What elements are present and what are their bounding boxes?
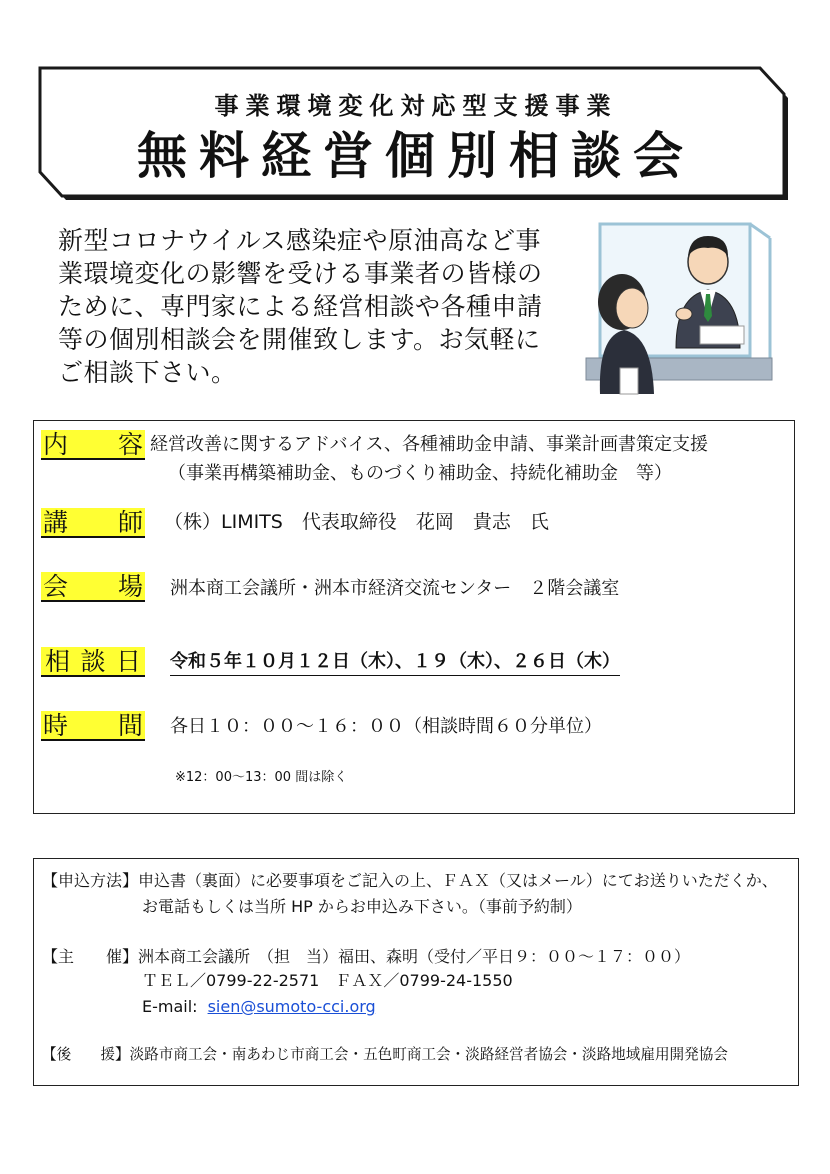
label-char: 場 [117, 572, 143, 601]
label-char: 師 [117, 508, 143, 537]
dates-value: 令和５年１０月１２日（木）、１９（木）、２６日（木） [170, 649, 620, 676]
intro-line: ために、専門家による経営相談や各種申請 [58, 292, 543, 321]
event-subtitle: 事業環境変化対応型支援事業 [214, 92, 618, 120]
title-box [38, 66, 794, 202]
label-char: 間 [117, 711, 143, 740]
event-title: 無料経営個別相談会 [137, 127, 695, 185]
time-value: 各日１０：００～１６：００（相談時間６０分単位） [170, 716, 602, 737]
email-row [142, 997, 376, 1017]
email-label: E-mail: [142, 997, 198, 1016]
content-line-1: 経営改善に関するアドバイス、各種補助金申請、事業計画書策定支援 [150, 434, 708, 455]
host-line-2: ＴＥＬ／0799-22-2571 ＦＡＸ／0799-24-1550 [142, 971, 513, 990]
intro-line: 等の個別相談会を開催致します。お気軽に [58, 325, 541, 354]
host-label: 【主 催】 [42, 947, 139, 966]
label-venue [41, 572, 145, 602]
method-line-2: お電話もしくは当所 HP からお申込み下さい。（事前予約制） [142, 897, 582, 916]
email-link[interactable]: sien@sumoto-cci.org [207, 997, 376, 1016]
time-note: ※12：00～13：00 間は除く [175, 770, 348, 785]
venue-value: 洲本商工会議所・洲本市経済交流センター ２階会議室 [170, 578, 620, 599]
label-char: 談 [80, 647, 106, 676]
label-dates [41, 647, 145, 677]
label-char: 日 [115, 647, 141, 676]
label-char: 会 [43, 572, 69, 601]
application-box [33, 858, 799, 1086]
intro-line: 業環境変化の影響を受ける事業者の皆様の [58, 259, 543, 288]
label-time [41, 711, 145, 741]
method-row [42, 871, 778, 891]
label-char: 相 [45, 647, 71, 676]
instructor-value: （株）LIMITS 代表取締役 花岡 貴志 氏 [164, 511, 549, 533]
support-row [42, 1045, 728, 1065]
host-row [42, 947, 690, 967]
support-line: 淡路市商工会・南あわじ市商工会・五色町商工会・淡路経営者協会・淡路地域雇用開発協会 [129, 1046, 728, 1063]
intro-line: ご相談下さい。 [58, 358, 237, 387]
label-char: 講 [43, 508, 69, 537]
method-line-1: 申込書（裏面）に必要事項をご記入の上、ＦＡＸ（又はメール）にてお送りいただくか、 [138, 871, 778, 890]
intro-line: 新型コロナウイルス感染症や原油高など事 [58, 226, 542, 255]
host-line-1: 洲本商工会議所 （担 当）福田、森明（受付／平日９：００～１７：００） [138, 947, 691, 966]
label-instructor [41, 508, 145, 538]
label-char: 時 [43, 711, 69, 740]
content-line-2: （事業再構築補助金、ものづくり補助金、持続化補助金 等） [168, 463, 672, 484]
intro-text [58, 224, 568, 389]
support-label: 【後 援】 [42, 1046, 130, 1063]
label-char: 容 [117, 430, 143, 459]
method-label: 【申込方法】 [42, 871, 139, 890]
label-content [41, 430, 145, 460]
label-char: 内 [43, 430, 69, 459]
consultation-illustration [580, 218, 776, 396]
event-details-box [33, 420, 795, 814]
